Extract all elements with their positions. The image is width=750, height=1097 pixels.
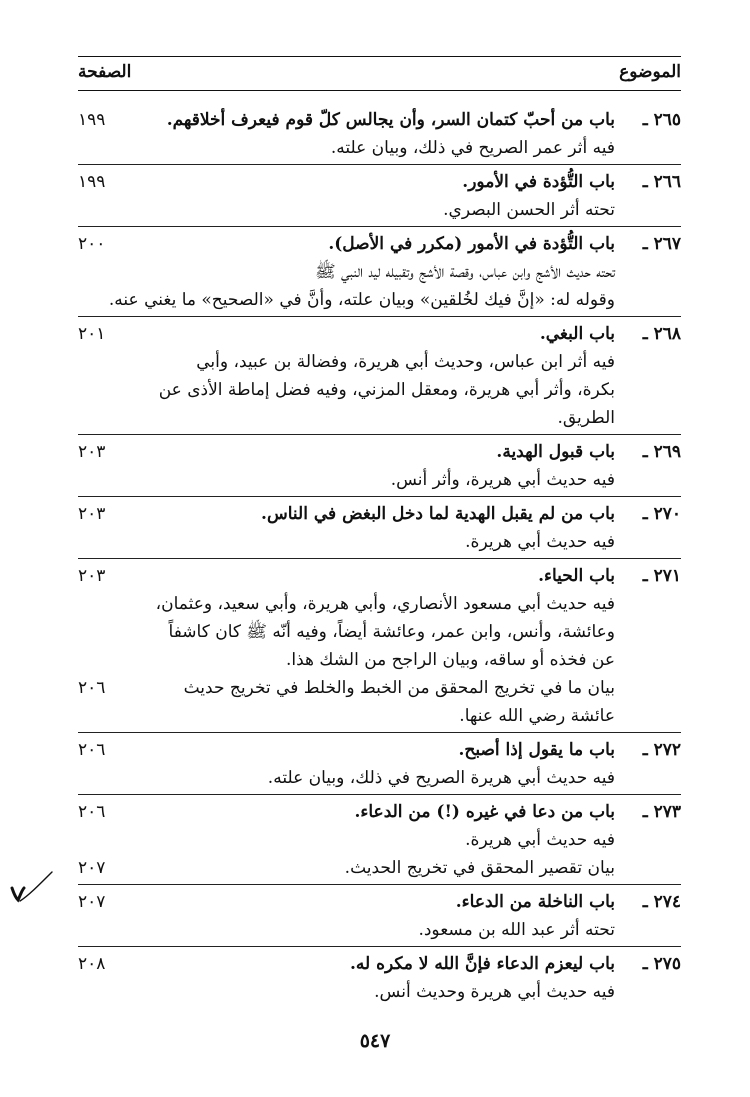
entry-note-page: ٢٠٧: [78, 858, 106, 878]
entry-title: باب قبول الهدية.: [496, 442, 615, 462]
entry-title-row: [78, 500, 681, 528]
entry-title-row: [78, 950, 681, 978]
entry-description-text: فيه حديث أبي هريرة، وأثر أنس.: [390, 470, 615, 490]
entry-number: ٢٧٠ ـ: [642, 504, 681, 524]
entry-description-text: فيه حديث أبي هريرة وحديث أنس.: [374, 982, 615, 1002]
entry-note-line: [78, 854, 681, 882]
entry-number: ٢٦٨ ـ: [642, 324, 681, 344]
entry-description-line: [78, 134, 681, 162]
entry-note-line: [78, 674, 681, 702]
entry-page: ٢٠٦: [78, 802, 106, 822]
page-column-label: الصفحة: [78, 62, 132, 82]
entry-title: باب من دعا في غيره (!) من الدعاء.: [354, 802, 615, 822]
entry-description-line: [78, 764, 681, 792]
entry-description-text: تحته أثر عبد الله بن مسعود.: [418, 920, 615, 940]
contents-entry: [78, 320, 681, 432]
entry-page: ٢٠٠: [78, 234, 106, 254]
entry-description-text: عن فخذه أو ساقه، وبيان الراجح من الشك هذا.: [285, 650, 615, 670]
contents-entry: [78, 562, 681, 730]
entry-description-text: فيه حديث أبي هريرة الصريح في ذلك، وبيان علته.: [267, 768, 615, 788]
entry-description-text: فيه أثر ابن عباس، وحديث أبي هريرة، وفضالة بن عبيد، وأبي: [196, 352, 615, 372]
entry-title-row: [78, 168, 681, 196]
entry-description-text: تحته أثر الحسن البصري.: [443, 200, 615, 220]
entry-title-row: [78, 562, 681, 590]
entry-title-row: [78, 888, 681, 916]
entry-title-row: [78, 798, 681, 826]
entry-separator: [78, 558, 681, 559]
entry-title: باب من لم يقبل الهدية لما دخل البغض في الناس.: [261, 504, 615, 524]
entry-separator: [78, 732, 681, 733]
header-bottom-rule: [78, 90, 681, 91]
entry-description-line: [78, 286, 681, 314]
entry-title: باب التُّؤدة في الأمور.: [462, 172, 615, 192]
contents-entry: [78, 950, 681, 1006]
entry-title-row: [78, 736, 681, 764]
entry-title-row: [78, 438, 681, 466]
entry-separator: [78, 794, 681, 795]
entry-page: ١٩٩: [78, 172, 106, 192]
entry-separator: [78, 316, 681, 317]
entry-description-line: [78, 196, 681, 224]
entry-number: ٢٧٤ ـ: [642, 892, 681, 912]
entry-description-line: [78, 466, 681, 494]
header-top-rule: [78, 56, 681, 57]
entry-title-row: [78, 320, 681, 348]
entry-page: ١٩٩: [78, 110, 106, 130]
entry-title: باب من أحبّ كتمان السر، وأن يجالس كلّ قوم فيعرف أخلاقهم.: [166, 110, 615, 130]
entry-separator: [78, 496, 681, 497]
entry-title: باب ليعزم الدعاء فإنَّ الله لا مكره له.: [349, 954, 615, 974]
contents-entry: [78, 106, 681, 162]
entry-number: ٢٦٩ ـ: [642, 442, 681, 462]
entry-description-line: [78, 258, 681, 286]
entry-title-row: [78, 230, 681, 258]
entry-page: ٢٠٣: [78, 442, 106, 462]
entry-description-text: فيه أثر عمر الصريح في ذلك، وبيان علته.: [330, 138, 615, 158]
page-number: ٥٤٧: [359, 1030, 391, 1052]
entry-page: ٢٠٣: [78, 566, 106, 586]
entry-description-text: وقوله له: «إنَّ فيك لخُلقين» وبيان علته، وأنَّ في «الصحيح» ما يغني عنه.: [108, 290, 615, 310]
entry-number: ٢٧٢ ـ: [642, 740, 681, 760]
contents-entry: [78, 500, 681, 556]
entry-title: باب الناخلة من الدعاء.: [455, 892, 615, 912]
entry-separator: [78, 226, 681, 227]
entry-description-line: [78, 404, 681, 432]
entry-description-line: [78, 376, 681, 404]
entry-description-line: [78, 826, 681, 854]
entry-note-text: بيان تقصير المحقق في تخريج الحديث.: [344, 858, 615, 878]
contents-entry: [78, 168, 681, 224]
contents-entry: [78, 438, 681, 494]
entry-number: ٢٦٧ ـ: [642, 234, 681, 254]
entry-description-text: وعائشة، وأنس، وابن عمر، وعائشة أيضاً، وفيه أنّه ﷺ كان كاشفاً: [168, 622, 615, 642]
entry-description-line: [78, 916, 681, 944]
subject-column-label: الموضوع: [619, 62, 681, 82]
entry-description-line: [78, 528, 681, 556]
entry-number: ٢٧٣ ـ: [642, 802, 681, 822]
entry-separator: [78, 946, 681, 947]
entry-separator: [78, 434, 681, 435]
entry-note-page: ٢٠٦: [78, 678, 106, 698]
entry-page: ٢٠٦: [78, 740, 106, 760]
entry-description-text: تحته حديث الأشج وابن عباس، وقصة الأشج وتقبيله ليد النبي ﷺ: [315, 262, 615, 282]
entry-number: ٢٦٦ ـ: [642, 172, 681, 192]
entry-description-line: [78, 618, 681, 646]
entry-page: ٢٠١: [78, 324, 106, 344]
entry-number: ٢٧١ ـ: [642, 566, 681, 586]
entry-description-line: [78, 978, 681, 1006]
entry-number: ٢٧٥ ـ: [642, 954, 681, 974]
table-header: [78, 62, 681, 88]
entry-title-row: [78, 106, 681, 134]
entry-description-line: [78, 590, 681, 618]
entry-page: ٢٠٣: [78, 504, 106, 524]
entry-title: باب التُّؤدة في الأمور (مكرر في الأصل).: [328, 234, 615, 254]
contents-list: [78, 106, 681, 1006]
entry-title: باب الحياء.: [538, 566, 615, 586]
entry-separator: [78, 884, 681, 885]
entry-number: ٢٦٥ ـ: [642, 110, 681, 130]
contents-entry: [78, 888, 681, 944]
entry-page: ٢٠٨: [78, 954, 106, 974]
entry-page: ٢٠٧: [78, 892, 106, 912]
entry-note-line: [78, 702, 681, 730]
contents-entry: [78, 798, 681, 882]
entry-description-text: الطريق.: [557, 408, 615, 428]
entry-description-text: بكرة، وأثر أبي هريرة، ومعقل المزني، وفيه فضل إماطة الأذى عن: [158, 380, 615, 400]
entry-title: باب ما يقول إذا أصبح.: [458, 740, 615, 760]
entry-description-text: فيه حديث أبي هريرة.: [465, 532, 615, 552]
entry-note-text: عائشة رضي الله عنها.: [459, 706, 615, 726]
entry-title: باب البغي.: [539, 324, 615, 344]
entry-description-text: فيه حديث أبي مسعود الأنصاري، وأبي هريرة، وأبي سعيد، وعثمان،: [155, 594, 615, 614]
entry-description-line: [78, 646, 681, 674]
handwritten-margin-mark: [6, 868, 54, 918]
contents-entry: [78, 736, 681, 792]
entry-description-text: فيه حديث أبي هريرة.: [465, 830, 615, 850]
entry-note-text: بيان ما في تخريج المحقق من الخبط والخلط في تخريج حديث: [183, 678, 615, 698]
contents-entry: [78, 230, 681, 314]
entry-separator: [78, 164, 681, 165]
entry-description-line: [78, 348, 681, 376]
